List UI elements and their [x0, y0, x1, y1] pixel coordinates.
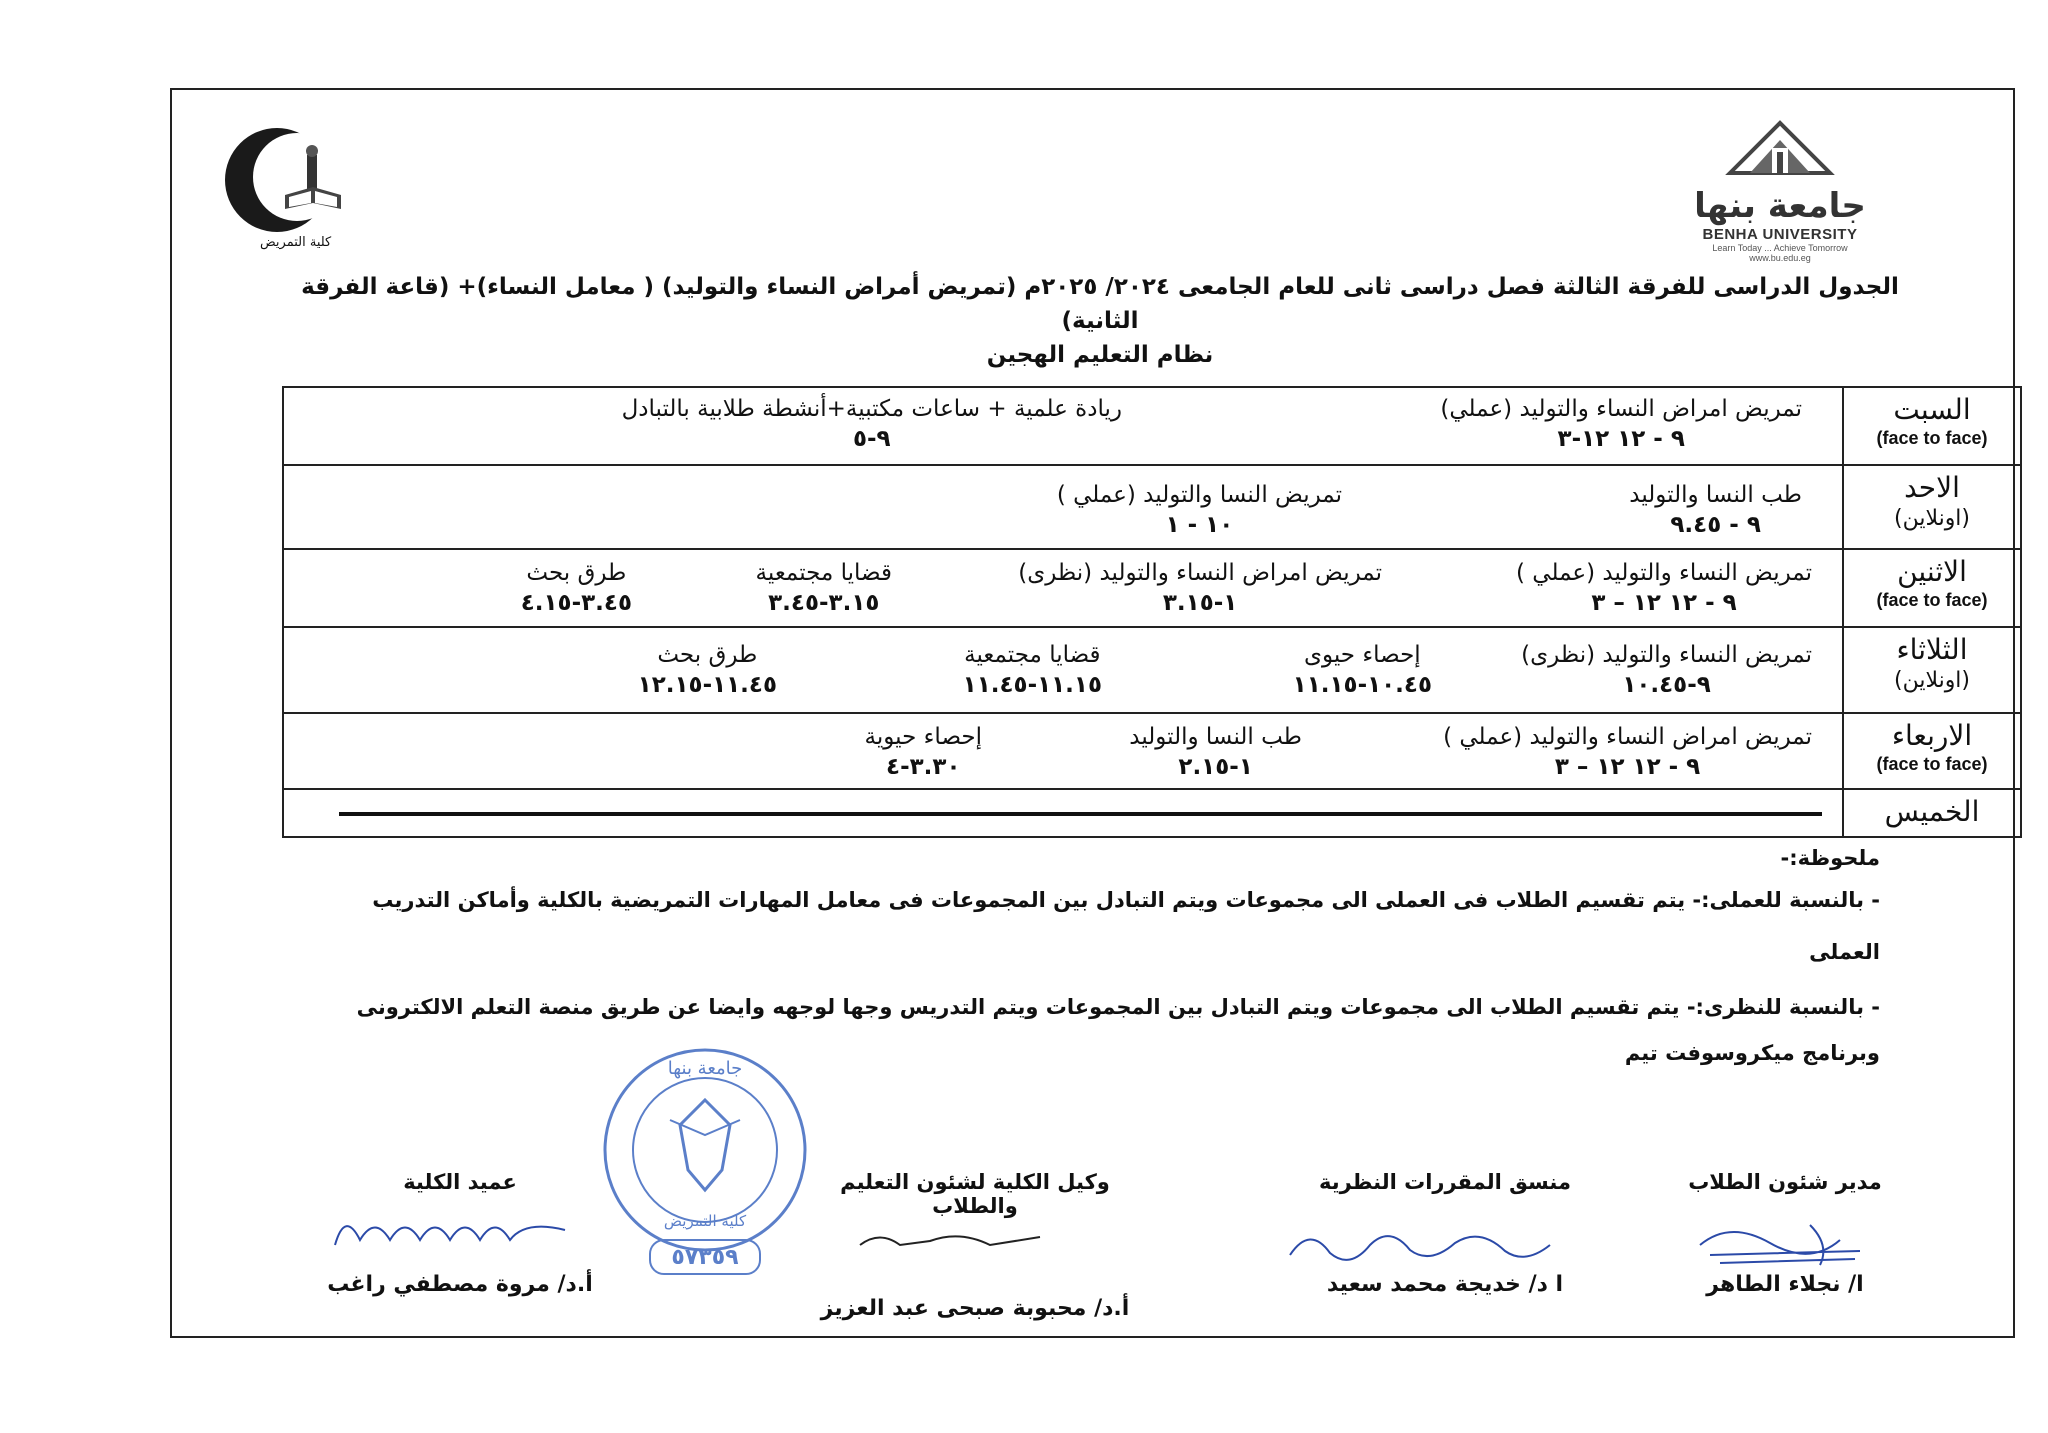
- day-content-tuesday: [283, 627, 1843, 713]
- university-url: www.bu.edu.eg: [1749, 253, 1811, 263]
- slot-time: ١١.٤٥-١٢.١٥: [637, 672, 777, 698]
- slot: [963, 640, 1102, 700]
- day-mode: (face to face): [1876, 754, 1988, 774]
- slot: [865, 722, 982, 782]
- university-english-name: BENHA UNIVERSITY: [1702, 226, 1858, 243]
- university-arabic-name: جامعة بنها: [1694, 186, 1866, 226]
- slot-subject: طب النسا والتوليد: [1129, 724, 1302, 750]
- slot-time: ٩-٥: [852, 426, 891, 452]
- title-line-1: الجدول الدراسى للفرقة الثالثة فصل دراسى ثانى للعام الجامعى ٢٠٢٤/ ٢٠٢٥م (تمريض أمراض النساء والتوليد) ( معامل النساء)+ (قاعة الفرقة الثانية): [301, 274, 1899, 334]
- slot: [622, 394, 1122, 454]
- table-row-tuesday: [283, 627, 2021, 713]
- table-row-thursday: [283, 789, 2021, 837]
- stamp-number: ٥٧٣٥٩: [671, 1245, 739, 1270]
- slot-time: ١١.١٥-١١.٤٥: [962, 672, 1102, 698]
- benha-university-logo: [1680, 118, 1880, 268]
- day-name: الاحد: [1904, 471, 1960, 504]
- day-content-sunday: [283, 465, 1843, 549]
- slot: [1629, 480, 1802, 540]
- day-cell-monday: [1843, 549, 2021, 627]
- official-stamp: [590, 1040, 820, 1280]
- notes-section: [350, 842, 1880, 1076]
- day-name: الاثنين: [1897, 555, 1967, 588]
- table-row-sunday: [283, 465, 2021, 549]
- slot-subject: طب النسا والتوليد: [1629, 482, 1802, 508]
- slot-time: ٩ - ١٢ ١٢-٣: [1557, 426, 1685, 452]
- signature-role: منسق المقررات النظرية: [1318, 1170, 1572, 1194]
- slot-time: ٩ - ١٢ ١٢ – ٣: [1554, 754, 1701, 780]
- stamp-top-text: جامعة بنها: [667, 1058, 743, 1079]
- slot: [1293, 640, 1432, 700]
- slot-subject: تمريض النساء والتوليد (عملي ): [1516, 560, 1812, 586]
- slot-subject: قضايا مجتمعية: [755, 560, 892, 586]
- table-row-saturday: [283, 387, 2021, 465]
- table-row-monday: [283, 549, 2021, 627]
- day-cell-tuesday: [1843, 627, 2021, 713]
- slot: [521, 558, 632, 618]
- faculty-logo-caption: كلية التمريض: [260, 235, 332, 250]
- signature-name: أ.د/ مروة مصطفي راغب: [327, 1272, 593, 1297]
- stamp-bottom-text: كلية التمريض: [663, 1212, 747, 1230]
- slot-subject: تمريض امراض النساء والتوليد (عملي): [1440, 396, 1802, 422]
- slot: [1443, 722, 1812, 782]
- signature-name: ا/ نجلاء الطاهر: [1706, 1272, 1864, 1297]
- slot-time: ١-٢.١٥: [1178, 754, 1253, 780]
- day-content-monday: [283, 549, 1843, 627]
- slot-subject: تمريض امراض النساء والتوليد (عملي ): [1443, 724, 1812, 750]
- slot: [638, 640, 777, 700]
- faculty-of-nursing-logo: [215, 125, 385, 255]
- handwritten-signature-icon: [1280, 1215, 1560, 1275]
- handwritten-signature-icon: [325, 1200, 575, 1260]
- slot: [1440, 394, 1802, 454]
- slot: [1516, 558, 1812, 618]
- day-mode: (face to face): [1876, 590, 1988, 610]
- slot: [1018, 558, 1382, 618]
- day-mode: (اونلاين): [1893, 506, 1971, 531]
- day-cell-thursday: [1843, 789, 2021, 837]
- university-emblem-icon: [1720, 118, 1840, 178]
- signature-role: مدير شئون الطلاب: [1688, 1170, 1882, 1194]
- slot-subject: تمريض امراض النساء والتوليد (نظرى): [1018, 560, 1382, 586]
- slot-subject: ريادة علمية + ساعات مكتبية+أنشطة طلابية بالتبادل: [621, 396, 1122, 422]
- table-row-wednesday: [283, 713, 2021, 789]
- handwritten-signature-icon: [1690, 1215, 1870, 1275]
- day-cell-wednesday: [1843, 713, 2021, 789]
- day-mode: (اونلاين): [1893, 668, 1971, 693]
- slot-subject: طرق بحث: [657, 642, 758, 668]
- day-name: الثلاثاء: [1896, 633, 1968, 666]
- handwritten-signature-icon: [850, 1215, 1050, 1270]
- signature-role: وكيل الكلية لشئون التعليم والطلاب: [840, 1170, 1110, 1218]
- slot-subject: قضايا مجتمعية: [964, 642, 1101, 668]
- day-name: السبت: [1893, 393, 1971, 426]
- slot-subject: إحصاء حيوى: [1303, 642, 1421, 668]
- signature-role: عميد الكلية: [403, 1170, 517, 1194]
- day-cell-sunday: [1843, 465, 2021, 549]
- slot-time: ١-٣.١٥: [1162, 590, 1238, 616]
- slot-subject: طرق بحث: [526, 560, 627, 586]
- slot-time: ٩ - ١٢ ١٢ – ٣: [1591, 590, 1737, 616]
- slot-time: ٩ - ٩.٤٥: [1670, 512, 1761, 538]
- note-practical: - بالنسبة للعملى:- يتم تقسيم الطلاب فى العملى الى مجموعات ويتم التبادل بين المجموعات فى معامل المهارات التمريضية بالكلية وأماكن التدريب العملى: [372, 888, 1880, 964]
- signature-name: ا د/ خديجة محمد سعيد: [1326, 1272, 1564, 1297]
- slot-time: ٣.١٥-٣.٤٥: [768, 590, 880, 616]
- day-name: الاربعاء: [1891, 719, 1973, 752]
- day-content-thursday: [283, 789, 1843, 837]
- slot: [1521, 640, 1812, 700]
- signature-name: أ.د/ محبوبة صبحى عبد العزيز: [820, 1296, 1130, 1321]
- slot-subject: تمريض النسا والتوليد (عملي ): [1056, 482, 1342, 508]
- slot-subject: تمريض النساء والتوليد (نظرى): [1521, 642, 1812, 668]
- note-theory: - بالنسبة للنظرى:- يتم تقسيم الطلاب الى مجموعات ويتم التبادل بين المجموعات ويتم التدريس وجها لوجهه وايضا عن طريق منصة التعلم الالكترونى وبرنامج ميكروسوفت تيم: [356, 995, 1880, 1065]
- slot-time: ٩-١٠.٤٥: [1622, 672, 1711, 698]
- slot: [1057, 480, 1342, 540]
- slot: [1129, 722, 1302, 782]
- day-name: الخميس: [1884, 795, 1980, 828]
- university-slogan: Learn Today ... Achieve Tomorrow: [1712, 243, 1848, 253]
- schedule-table: [282, 386, 2022, 838]
- title-line-2: نظام التعليم الهجين: [986, 342, 1214, 368]
- day-content-saturday: [283, 387, 1843, 465]
- slot: [756, 558, 892, 618]
- slot-time: ١٠.٤٥-١١.١٥: [1292, 672, 1432, 698]
- slot-time: ٣.٣٠-٤: [886, 754, 961, 780]
- notes-heading: ملحوظة:-: [1780, 846, 1880, 870]
- slot-time: ٣.٤٥-٤.١٥: [520, 590, 632, 616]
- no-classes-line: [339, 812, 1822, 816]
- day-cell-saturday: [1843, 387, 2021, 465]
- page-title: [300, 270, 1900, 372]
- slot-subject: إحصاء حيوية: [864, 724, 982, 750]
- slot-time: ١٠ - ١: [1165, 512, 1234, 538]
- day-mode: (face to face): [1876, 428, 1988, 448]
- day-content-wednesday: [283, 713, 1843, 789]
